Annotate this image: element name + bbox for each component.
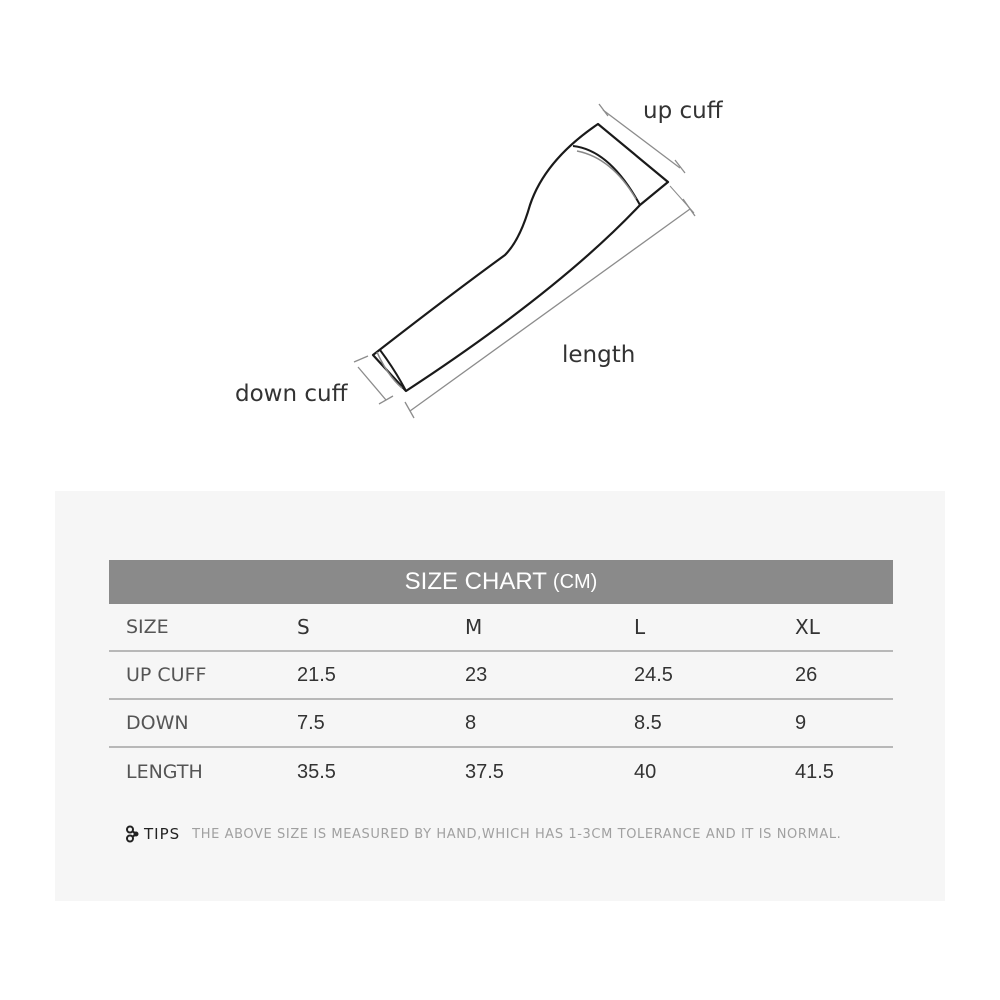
table-row xyxy=(109,652,893,700)
size-xl: XL xyxy=(795,615,820,639)
table-cell: 41.5 xyxy=(795,760,834,783)
table-row xyxy=(109,700,893,748)
size-header-row xyxy=(109,604,893,652)
table-cell: 9 xyxy=(795,711,807,734)
table-cell: 7.5 xyxy=(297,711,325,734)
row-label-length: LENGTH xyxy=(126,761,203,783)
table-cell: 23 xyxy=(465,663,488,686)
sleeve-diagram xyxy=(0,0,1000,470)
table-cell: 21.5 xyxy=(297,663,336,686)
tips-note xyxy=(125,823,925,845)
size-m: M xyxy=(465,615,483,639)
size-s: S xyxy=(297,615,310,639)
size-chart-unit: (CM) xyxy=(552,570,598,593)
table-cell: 40 xyxy=(634,760,657,783)
table-cell: 8.5 xyxy=(634,711,662,734)
table-row xyxy=(109,748,893,796)
table-cell: 26 xyxy=(795,663,818,686)
size-table xyxy=(109,604,893,796)
link-icon xyxy=(125,825,141,843)
table-cell: 37.5 xyxy=(465,760,504,783)
size-chart-title: SIZE CHART xyxy=(404,568,547,595)
row-label-up-cuff: UP CUFF xyxy=(126,664,207,686)
size-chart-panel xyxy=(55,491,945,901)
up-cuff-label: up cuff xyxy=(643,98,723,124)
row-label-down: DOWN xyxy=(126,712,189,734)
down-cuff-label: down cuff xyxy=(235,381,348,407)
size-l: L xyxy=(634,615,646,639)
table-cell: 35.5 xyxy=(297,760,336,783)
tips-text: THE ABOVE SIZE IS MEASURED BY HAND,WHICH HAS 1-3CM TOLERANCE AND IT IS NORMAL. xyxy=(192,826,842,842)
arm-sleeve-illustration xyxy=(0,0,1000,470)
size-row-label: SIZE xyxy=(126,616,169,638)
table-cell: 8 xyxy=(465,711,477,734)
tips-label: TIPS xyxy=(144,825,181,843)
table-cell: 24.5 xyxy=(634,663,673,686)
size-chart-header xyxy=(109,560,893,604)
length-label: length xyxy=(562,342,636,368)
